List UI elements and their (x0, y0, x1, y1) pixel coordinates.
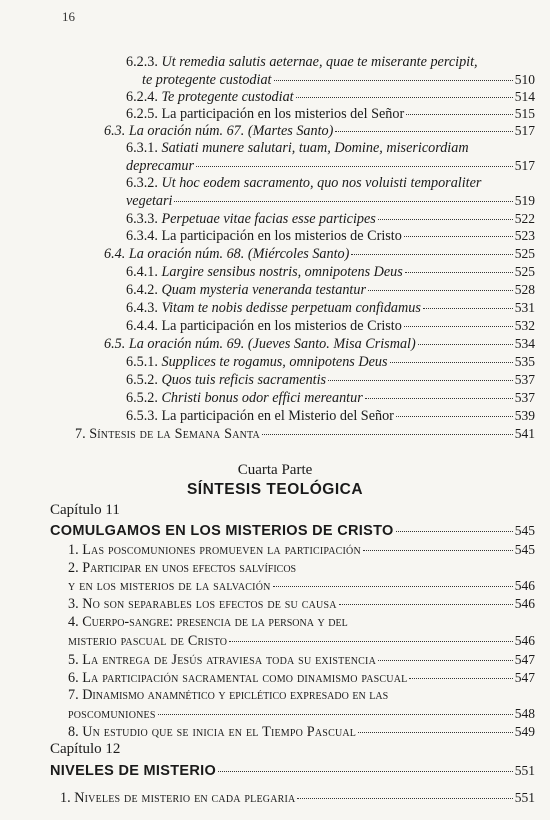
leader-dots (297, 798, 512, 799)
entry-number: 6.5.3. (126, 408, 158, 424)
entry-text: Perpetuae vitae facias esse participes (161, 211, 376, 227)
toc-entry[interactable] (126, 371, 535, 389)
chapter-title: NIVELES DE MISTERIO (50, 763, 217, 779)
entry-page: 537 (514, 372, 535, 387)
leader-dots (404, 236, 513, 237)
toc-entry (126, 175, 481, 192)
entry-page: 517 (514, 158, 535, 173)
leader-dots (335, 131, 512, 132)
entry-page: 535 (514, 354, 535, 369)
leader-dots (296, 97, 513, 98)
entry-text: La participación en el Misterio del Señor (161, 408, 394, 424)
toc-entry[interactable] (126, 407, 535, 425)
toc-entry[interactable] (126, 263, 535, 281)
entry-number: 8. (68, 724, 79, 740)
toc-entry[interactable] (60, 789, 535, 807)
toc-entry-continuation[interactable] (126, 192, 535, 210)
leader-dots (365, 398, 513, 399)
toc-entry-continuation[interactable] (68, 632, 535, 650)
entry-page: 531 (514, 300, 535, 315)
part-label: Cuarta Parte (237, 462, 313, 478)
toc-entry-continuation[interactable] (68, 577, 535, 595)
entry-number: 6.5.1. (126, 354, 158, 370)
leader-dots (351, 254, 512, 255)
entry-number: 3. (68, 596, 79, 612)
entry-page: 546 (514, 578, 535, 593)
entry-text: Participar en unos efectos salvíficos (82, 560, 297, 576)
toc-entry[interactable] (68, 651, 535, 669)
toc-entry[interactable] (104, 335, 535, 353)
entry-number: 6.5.2. (126, 372, 158, 388)
entry-number: 6.3.2. (126, 175, 158, 191)
entry-text: Las poscomuniones promueven la participación (82, 542, 361, 558)
entry-number: 7. (68, 687, 79, 703)
entry-text: Un estudio que se inicia en el Tiempo Pascual (82, 724, 357, 740)
entry-text: No son separables los efectos de su causa (82, 596, 337, 612)
leader-dots (273, 586, 513, 587)
leader-dots (390, 362, 513, 363)
entry-page: 525 (514, 264, 535, 279)
entry-text: Niveles de misterio en cada plegaria (74, 790, 296, 806)
leader-dots (358, 732, 513, 733)
page-number: 16 (62, 9, 75, 24)
entry-text: Ut remedia salutis aeternae, quae te miserante percipit, (161, 54, 478, 70)
leader-dots (406, 114, 513, 115)
entry-page: 547 (514, 652, 535, 667)
toc-entry[interactable] (104, 122, 535, 140)
leader-dots (405, 272, 513, 273)
entry-number: 6.5. (104, 336, 126, 352)
entry-text: La entrega de Jesús atraviesa toda su existencia (82, 652, 376, 668)
entry-page: 534 (514, 336, 535, 351)
entry-text: Supplices te rogamus, omnipotens Deus (161, 354, 388, 370)
entry-number: 7. (75, 426, 86, 442)
entry-number: 2. (68, 560, 79, 576)
leader-dots (158, 714, 513, 715)
toc-entry (126, 140, 469, 157)
leader-dots (368, 290, 513, 291)
toc-entry-continuation[interactable] (68, 705, 535, 723)
leader-dots (404, 326, 513, 327)
entry-page: 510 (514, 72, 535, 87)
entry-text-cont: y en los misterios de la salvación (68, 578, 271, 594)
toc-entry[interactable] (126, 105, 535, 123)
part-title: SÍNTESIS TEOLÓGICA (186, 481, 364, 498)
leader-dots (409, 678, 512, 679)
entry-number: 6.4. (104, 246, 126, 262)
entry-text: Quam mysteria veneranda testantur (161, 282, 366, 298)
entry-text: La participación en los misterios del Señor (161, 106, 405, 122)
entry-text-cont: te protegente custodiat (142, 72, 272, 88)
entry-page: 515 (514, 106, 535, 121)
leader-dots (229, 641, 513, 642)
leader-dots (396, 416, 513, 417)
leader-dots (378, 660, 513, 661)
entry-page: 519 (514, 193, 535, 208)
leader-dots (218, 771, 513, 772)
entry-text: Síntesis de la Semana Santa (89, 426, 260, 442)
toc-entry[interactable] (68, 595, 535, 613)
entry-page: 517 (514, 123, 535, 138)
leader-dots (262, 434, 513, 435)
entry-page: 523 (514, 228, 535, 243)
entry-page: 539 (514, 408, 535, 423)
entry-number: 6. (68, 670, 79, 686)
leader-dots (423, 308, 513, 309)
entry-number: 6.3.4. (126, 228, 158, 244)
entry-text: La oración núm. 67. (Martes Santo) (128, 123, 334, 139)
entry-text: Ut hoc eodem sacramento, quo nos voluisti temporaliter (161, 175, 482, 191)
entry-number: 6.4.4. (126, 318, 158, 334)
entry-text-cont: deprecamur (126, 158, 195, 174)
entry-text: Satiati munere salutari, tuam, Domine, misericordiam (161, 140, 469, 156)
entry-page: 546 (514, 596, 535, 611)
entry-page: 545 (514, 542, 535, 557)
entry-number: 6.3.1. (126, 140, 158, 156)
toc-entry[interactable] (126, 281, 535, 299)
chapter-label: Capítulo 12 (50, 741, 121, 757)
entry-page: 514 (514, 89, 535, 104)
toc-entry[interactable] (126, 88, 535, 106)
entry-text-cont: misterio pascual de Cristo (68, 633, 228, 649)
leader-dots (196, 166, 513, 167)
entry-number: 6.4.2. (126, 282, 158, 298)
entry-page: 528 (514, 282, 535, 297)
chapter-title-row[interactable] (50, 762, 535, 780)
toc-entry[interactable] (104, 245, 535, 263)
leader-dots (363, 550, 513, 551)
entry-number: 4. (68, 614, 79, 630)
entry-number: 6.4.3. (126, 300, 158, 316)
entry-number: 6.4.1. (126, 264, 158, 280)
entry-number: 6.3. (104, 123, 126, 139)
toc-entry[interactable] (68, 723, 535, 741)
entry-number: 5. (68, 652, 79, 668)
chapter-title: COMULGAMOS EN LOS MISTERIOS DE CRISTO (50, 523, 394, 539)
entry-page: 522 (514, 211, 535, 226)
entry-text: Largire sensibus nostris, omnipotens Deus (161, 264, 403, 280)
toc-entry (68, 614, 348, 631)
leader-dots (274, 80, 513, 81)
entry-text: La oración núm. 68. (Miércoles Santo) (128, 246, 350, 262)
entry-text: La oración núm. 69. (Jueves Santo. Misa Crismal) (128, 336, 416, 352)
entry-number: 1. (60, 790, 71, 806)
entry-text: La participación en los misterios de Cristo (161, 228, 402, 244)
toc-entry[interactable] (75, 425, 535, 443)
entry-text: Te protegente custodiat (161, 89, 294, 105)
toc-entry (68, 687, 388, 704)
toc-entry (126, 54, 478, 71)
toc-entry[interactable] (126, 317, 535, 335)
entry-number: 6.2.5. (126, 106, 158, 122)
entry-number: 1. (68, 542, 79, 558)
entry-number: 6.3.3. (126, 211, 158, 227)
entry-page: 549 (514, 724, 535, 739)
leader-dots (396, 531, 513, 532)
entry-text: Vitam te nobis dedisse perpetuam confidamus (161, 300, 421, 316)
entry-number: 6.2.3. (126, 54, 158, 70)
entry-text: Christi bonus odor effici mereantur (161, 390, 363, 406)
toc-entry-continuation[interactable] (142, 71, 535, 89)
entry-page: 532 (514, 318, 535, 333)
entry-page: 537 (514, 390, 535, 405)
entry-number: 6.2.4. (126, 89, 158, 105)
entry-page: 546 (514, 633, 535, 648)
toc-entry (68, 560, 296, 577)
entry-text: Cuerpo-sangre: presencia de la persona y del (82, 614, 348, 630)
toc-entry-continuation[interactable] (126, 157, 535, 175)
entry-number: 6.5.2. (126, 390, 158, 406)
entry-text: La participación en los misterios de Cristo (161, 318, 402, 334)
entry-page: 547 (514, 670, 535, 685)
entry-page: 525 (514, 246, 535, 261)
chapter-page: 551 (514, 763, 535, 778)
entry-text: Quos tuis reficis sacramentis (161, 372, 327, 388)
entry-page: 548 (514, 706, 535, 721)
entry-page: 551 (514, 790, 535, 805)
toc-entry[interactable] (126, 353, 535, 371)
entry-text: La participación sacramental como dinamismo pascual (82, 670, 408, 686)
entry-text: Dinamismo anamnético y epiclético expresado en las (82, 687, 389, 703)
toc-entry[interactable] (126, 210, 535, 228)
leader-dots (174, 201, 512, 202)
chapter-label: Capítulo 11 (50, 502, 120, 518)
toc-entry[interactable] (126, 389, 535, 407)
leader-dots (418, 344, 513, 345)
toc-entry[interactable] (68, 669, 535, 687)
toc-entry[interactable] (126, 227, 535, 245)
entry-text-cont: poscomuniones (68, 706, 156, 722)
entry-page: 541 (514, 426, 535, 441)
leader-dots (328, 380, 513, 381)
leader-dots (378, 219, 513, 220)
entry-text-cont: vegetari (126, 193, 173, 209)
toc-entry[interactable] (68, 541, 535, 559)
chapter-title-row[interactable] (50, 522, 535, 540)
chapter-page: 545 (514, 523, 535, 538)
leader-dots (339, 604, 513, 605)
toc-entry[interactable] (126, 299, 535, 317)
